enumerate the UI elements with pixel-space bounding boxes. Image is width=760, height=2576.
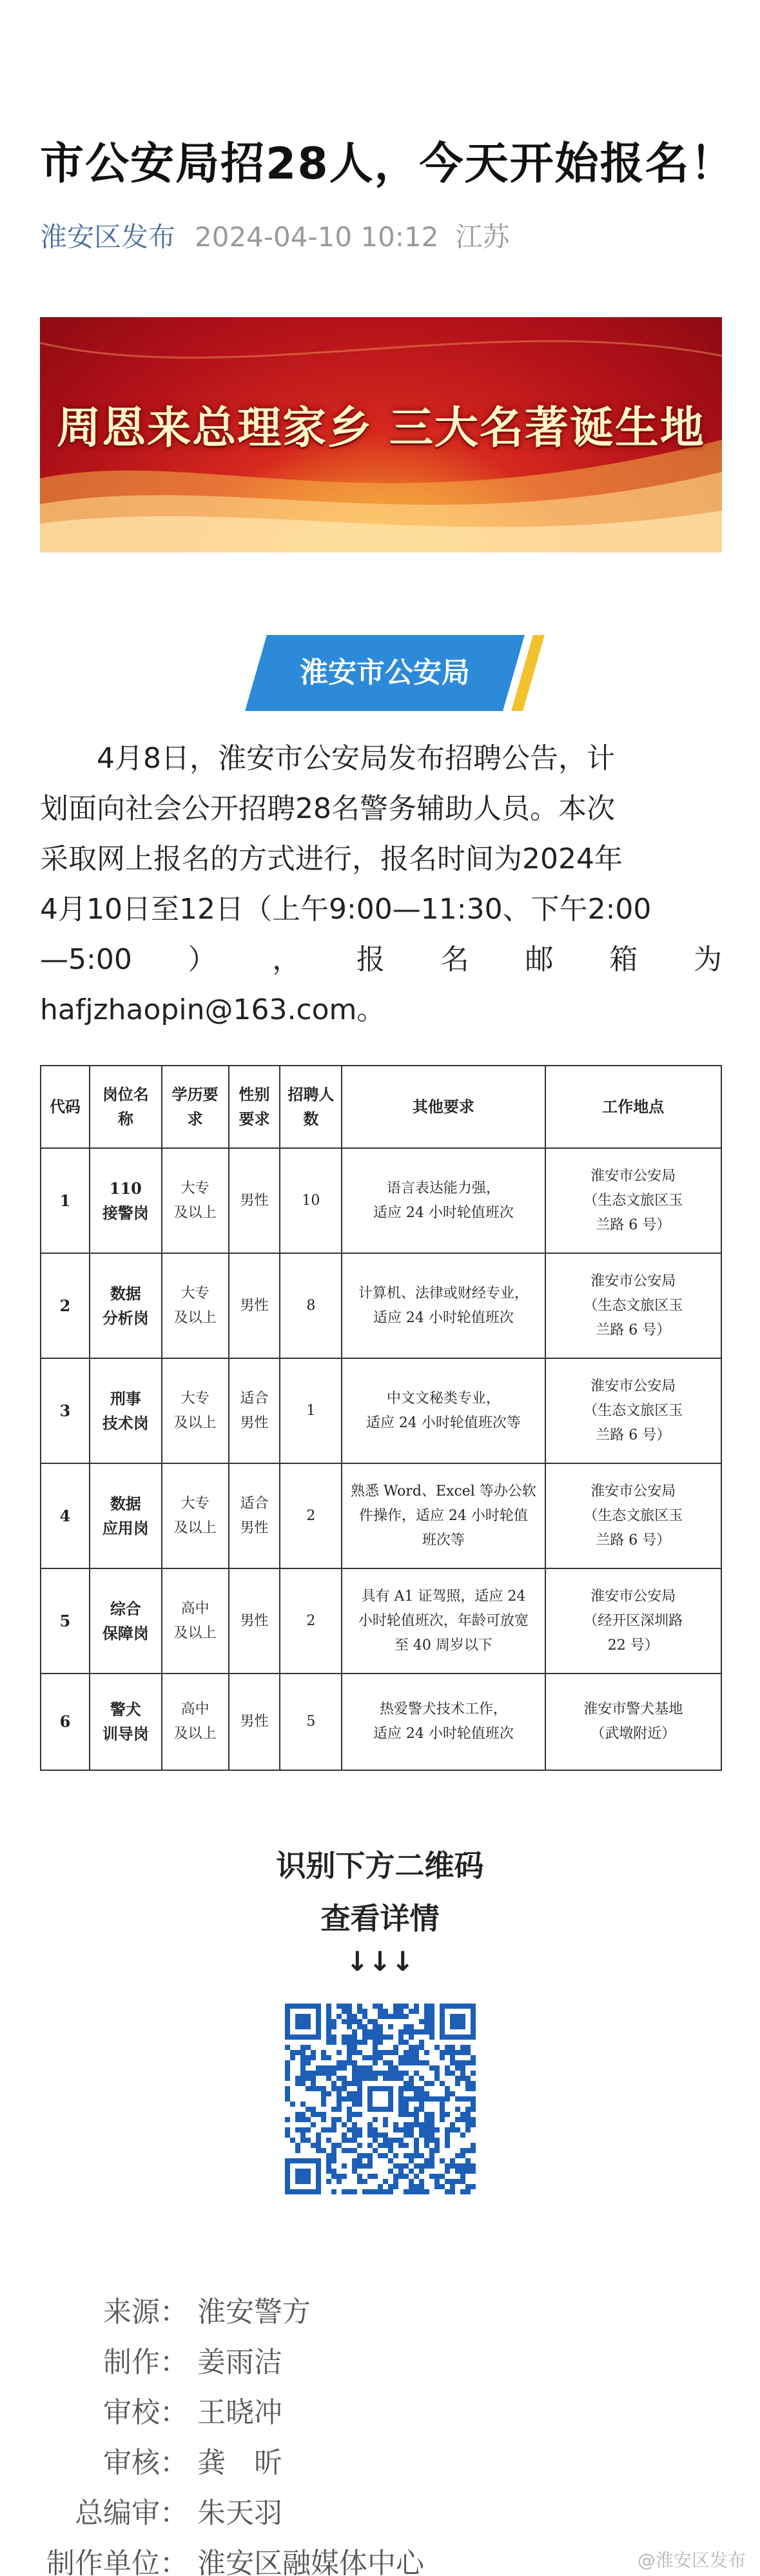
intro-fragment: 名 [440,943,469,976]
cell-other: 计算机、法律或财经专业， 适应 24 小时轮值班次 [342,1253,545,1358]
publish-location: 江苏 [455,221,510,253]
cell-place: 淮安市公安局 （生态文旅区玉 兰路 6 号） [545,1463,721,1568]
credit-value: 朱天羽 [197,2497,282,2530]
cell-count: 2 [280,1463,342,1568]
intro-fragment: 为 [693,943,722,976]
intro-fragment: ） [188,943,217,976]
arrows-down-icon: ↓↓↓ [346,1946,414,1977]
cell-edu: 高中 及以上 [162,1568,229,1673]
header-position: 岗位名称 [90,1066,162,1148]
intro-line: 划面向社会公开招聘28名警务辅助人员。本次 [40,792,615,825]
table-row [41,1358,721,1463]
table-row [41,1463,721,1568]
header-education: 学历要求 [162,1066,229,1148]
article-title: 市公安局招28人，今天开始报名！ [40,139,736,190]
credits-block [40,2287,424,2576]
cell-name: 综合 保障岗 [90,1568,162,1673]
cell-code: 5 [41,1568,90,1673]
section-header [248,635,538,711]
credit-label: 制作单位： [46,2547,188,2576]
header-headcount: 招聘人数 [280,1066,342,1148]
cell-edu: 大专 及以上 [162,1148,229,1253]
contact-email: hafjzhaopin@163.com。 [40,993,385,1026]
cell-name: 数据 应用岗 [90,1463,162,1568]
cell-gender: 男性 [229,1673,280,1770]
intro-fragment: 报 [356,943,385,976]
qr-code-icon[interactable] [285,2004,476,2194]
intro-paragraph [40,734,722,1035]
cell-gender: 男性 [229,1253,280,1358]
credit-value: 淮安警方 [197,2296,311,2328]
intro-line: 4月8日，淮安市公安局发布招聘公告，计 [97,742,615,775]
cell-count: 2 [280,1568,342,1673]
cell-edu: 高中 及以上 [162,1673,229,1770]
cell-edu: 大专 及以上 [162,1358,229,1463]
intro-line: 4月10日至12日（上午9:00—11:30、下午2:00 [40,893,652,926]
cell-name: 刑事 技术岗 [90,1358,162,1463]
credit-value: 王晓冲 [197,2396,282,2429]
table-header-row [41,1066,721,1148]
cell-code: 6 [41,1673,90,1770]
cell-other: 语言表达能力强， 适应 24 小时轮值班次 [342,1148,545,1253]
cell-place: 淮安市公安局 （生态文旅区玉 兰路 6 号） [545,1253,721,1358]
author-link[interactable]: 淮安区发布 [40,221,176,253]
cell-other: 热爱警犬技术工作， 适应 24 小时轮值班次 [342,1673,545,1770]
publish-datetime: 2024-04-10 10:12 [195,221,439,253]
cell-place: 淮安市公安局 （经开区深圳路 22 号） [545,1568,721,1673]
credit-label: 审核： [103,2446,188,2479]
cell-count: 8 [280,1253,342,1358]
header-other: 其他要求 [342,1066,545,1148]
cell-other: 具有 A1 证驾照，适应 24 小时轮值班次，年龄可放宽 至 40 周岁以下 [342,1568,545,1673]
qr-code-graphic [285,2004,476,2194]
cell-name: 数据 分析岗 [90,1253,162,1358]
credit-row [40,2287,424,2337]
credit-row [40,2488,424,2539]
table-row [41,1673,721,1770]
table-row [41,1253,721,1358]
job-table [40,1065,722,1771]
cell-name: 110 接警岗 [90,1148,162,1253]
credit-row [40,2539,424,2576]
cell-place: 淮安市公安局 （生态文旅区玉 兰路 6 号） [545,1148,721,1253]
intro-fragment: ， [272,943,301,976]
intro-fragment: 邮 [525,943,554,976]
cell-edu: 大专 及以上 [162,1463,229,1568]
cell-gender: 男性 [229,1148,280,1253]
credit-label: 总编审： [75,2497,188,2530]
cta-line-2: 查看详情 [320,1901,440,1936]
credit-row [40,2388,424,2438]
intro-line: 采取网上报名的方式进行，报名时间为2024年 [40,843,623,875]
header-code: 代码 [41,1066,90,1148]
cell-gender: 适合 男性 [229,1463,280,1568]
intro-fragment: —5:00 [40,943,132,976]
cell-code: 2 [41,1253,90,1358]
banner-slogan: 周恩来总理家乡 三大名著诞生地 [57,402,705,454]
credit-label: 来源： [103,2296,188,2328]
cell-gender: 适合 男性 [229,1358,280,1463]
cell-other: 熟悉 Word、Excel 等办公软 件操作，适应 24 小时轮值 班次等 [342,1463,545,1568]
banner-image [40,317,722,552]
cell-edu: 大专 及以上 [162,1253,229,1358]
cell-count: 10 [280,1148,342,1253]
credit-row [40,2438,424,2488]
cell-other: 中文文秘类专业， 适应 24 小时轮值班次等 [342,1358,545,1463]
section-title: 淮安市公安局 [300,656,470,689]
cell-code: 4 [41,1463,90,1568]
cell-code: 3 [41,1358,90,1463]
cell-count: 5 [280,1673,342,1770]
credit-value: 姜雨洁 [197,2346,282,2379]
credit-value: 淮安区融媒体中心 [197,2547,424,2576]
header-location: 工作地点 [545,1066,721,1148]
cell-place: 淮安市警犬基地 （武墩附近） [545,1673,721,1770]
cell-gender: 男性 [229,1568,280,1673]
intro-fragment: 箱 [609,943,638,976]
cell-count: 1 [280,1358,342,1463]
cell-name: 警犬 训导岗 [90,1673,162,1770]
credit-label: 制作： [103,2346,188,2379]
table-row [41,1568,721,1673]
intro-line-justified [40,935,722,985]
cta-line-1: 识别下方二维码 [276,1848,484,1883]
cell-code: 1 [41,1148,90,1253]
credit-value: 龚 昕 [197,2446,282,2479]
cell-place: 淮安市公安局 （生态文旅区玉 兰路 6 号） [545,1358,721,1463]
credit-label: 审校： [103,2396,188,2429]
article-meta [40,216,510,255]
table-row [41,1148,721,1253]
credit-row [40,2337,424,2388]
weibo-watermark: @淮安区发布 [637,2550,746,2571]
header-gender: 性别要求 [229,1066,280,1148]
